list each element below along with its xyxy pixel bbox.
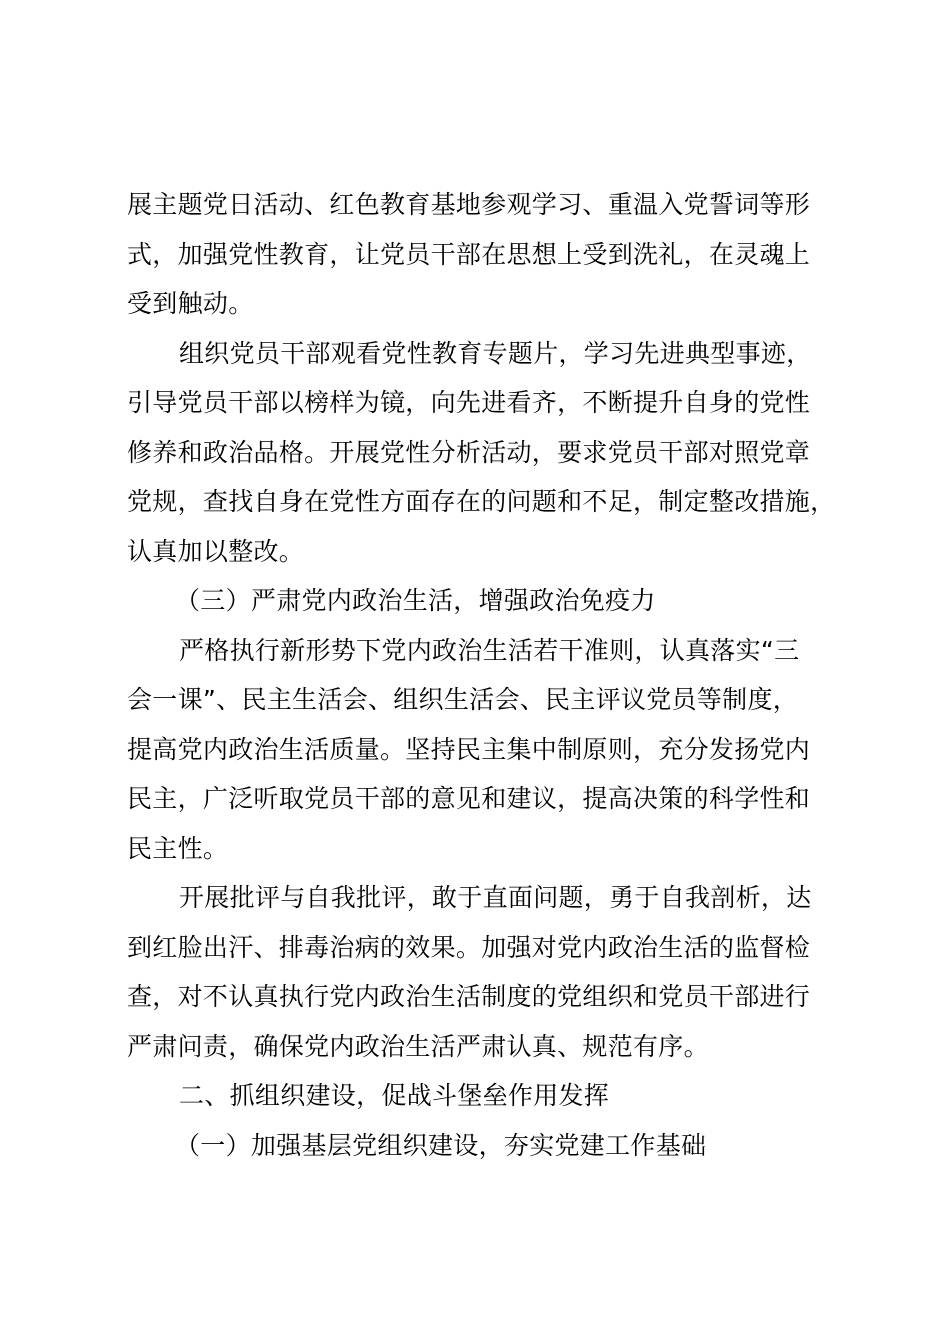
text-line: 会一课”、民主生活会、组织生活会、民主评议党员等制度， — [127, 685, 799, 714]
subheading: （三）严肃党内政治生活，增强政治免疫力 — [175, 586, 656, 615]
section-heading: 二、抓组织建设，促战斗堡垒作用发挥 — [179, 1081, 610, 1110]
text-line: 开展批评与自我批评，敢于直面问题，勇于自我剖析，达 — [179, 883, 812, 912]
text-line: 展主题党日活动、红色教育基地参观学习、重温入党誓词等形 — [127, 190, 811, 219]
text-line: 查，对不认真执行党内政治生活制度的党组织和党员干部进行 — [127, 982, 811, 1011]
text-line: 认真加以整改。 — [127, 536, 305, 566]
text-line: 受到触动。 — [127, 289, 254, 318]
paragraph — [127, 329, 836, 577]
paragraph — [127, 626, 833, 874]
text-line: 引导党员干部以榜样为镜，向先进看齐，不断提升自身的党性 — [127, 388, 811, 417]
paragraph-continuation — [127, 180, 833, 329]
text-line: 组织党员干部观看党性教育专题片，学习先进典型事迹， — [179, 338, 812, 368]
text-line: 提高党内政治生活质量。坚持民主集中制原则，充分发扬党内 — [127, 734, 811, 764]
text-line: 民主性。 — [127, 833, 229, 863]
text-line: 到红脸出汗、排毒治病的效果。加强对党内政治生活的监督检 — [127, 932, 811, 962]
text-line: 党规，查找自身在党性方面存在的问题和不足，制定整改措施， — [127, 487, 836, 516]
text-line: 严格执行新形势下党内政治生活若干准则，认真落实“三 — [179, 635, 800, 665]
document-body — [127, 180, 836, 1170]
text-line: 式，加强党性教育，让党员干部在思想上受到洗礼，在灵魂上 — [127, 239, 811, 269]
subheading: （一）加强基层党组织建设，夯实党建工作基础 — [175, 1130, 707, 1160]
text-line: 严肃问责，确保党内政治生活严肃认真、规范有序。 — [127, 1031, 709, 1061]
text-line: 修养和政治品格。开展党性分析活动，要求党员干部对照党章 — [127, 437, 811, 467]
text-line: 民主，广泛听取党员干部的意见和建议，提高决策的科学性和 — [127, 784, 811, 813]
paragraph — [127, 873, 833, 1071]
